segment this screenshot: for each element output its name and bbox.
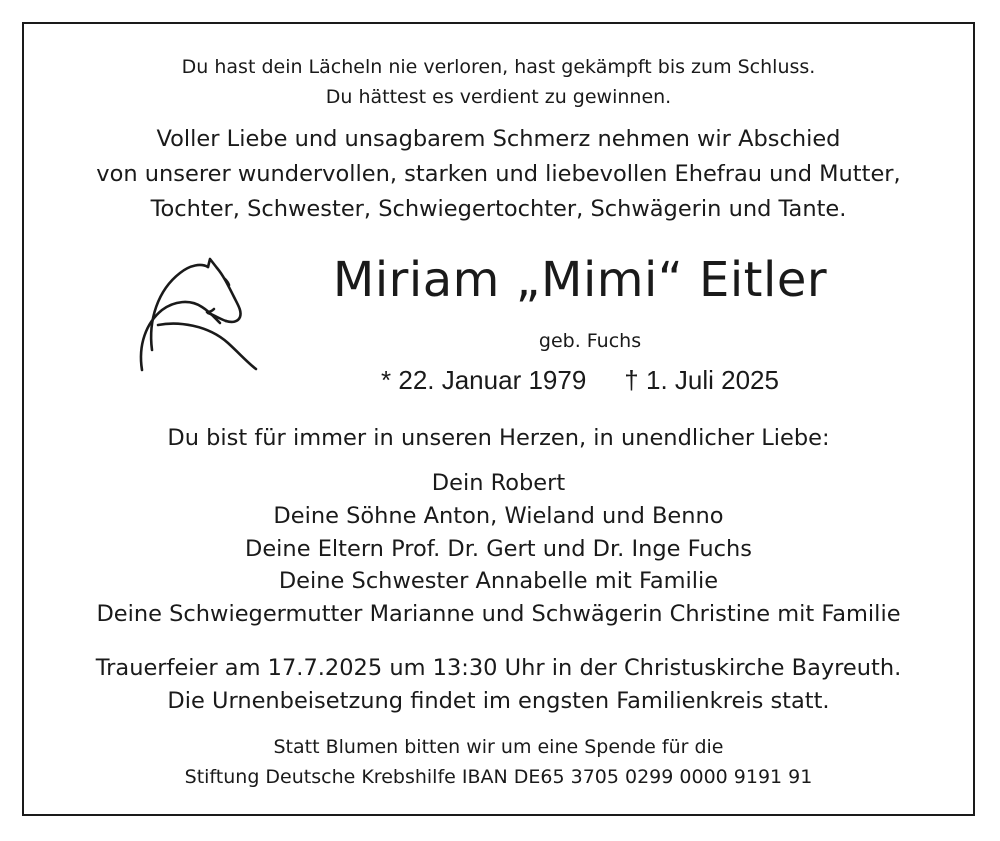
born-name: geb. Fuchs: [538, 330, 642, 352]
intro-line-1: Du hast dein Lächeln nie verloren, hast gekämpft bis zum Schluss.: [181, 56, 816, 78]
service-line-2: Die Urnenbeisetzung findet im engsten Familienkreis statt.: [167, 688, 830, 714]
dedication: Du bist für immer in unseren Herzen, in unendlicher Liebe:: [167, 425, 830, 451]
donation-line-2: Stiftung Deutsche Krebshilfe IBAN DE65 3705 0299 0000 9191 91: [184, 766, 813, 788]
deceased-name: Miriam „Mimi“ Eitler: [332, 252, 828, 308]
mourner-3: Deine Eltern Prof. Dr. Gert und Dr. Inge Fuchs: [245, 536, 752, 562]
horse-head-icon: [128, 255, 263, 375]
farewell-line-1: Voller Liebe und unsagbarem Schmerz nehmen wir Abschied: [156, 126, 841, 152]
donation-line-1: Statt Blumen bitten wir um eine Spende für die: [273, 736, 724, 758]
life-dates: [330, 365, 830, 396]
death-date: † 1. Juli 2025: [624, 365, 779, 395]
farewell-line-3: Tochter, Schwester, Schwiegertochter, Schwägerin und Tante.: [150, 196, 847, 222]
farewell-line-2: von unserer wundervollen, starken und liebevollen Ehefrau und Mutter,: [96, 161, 901, 187]
mourner-5: Deine Schwiegermutter Marianne und Schwägerin Christine mit Familie: [96, 601, 901, 627]
intro-line-2: Du hättest es verdient zu gewinnen.: [325, 86, 672, 108]
mourner-2: Deine Söhne Anton, Wieland und Benno: [273, 503, 724, 529]
birth-date: * 22. Januar 1979: [381, 365, 587, 395]
mourner-4: Deine Schwester Annabelle mit Familie: [278, 568, 719, 594]
mourner-1: Dein Robert: [431, 470, 566, 496]
service-line-1: Trauerfeier am 17.7.2025 um 13:30 Uhr in der Christuskirche Bayreuth.: [95, 655, 902, 681]
